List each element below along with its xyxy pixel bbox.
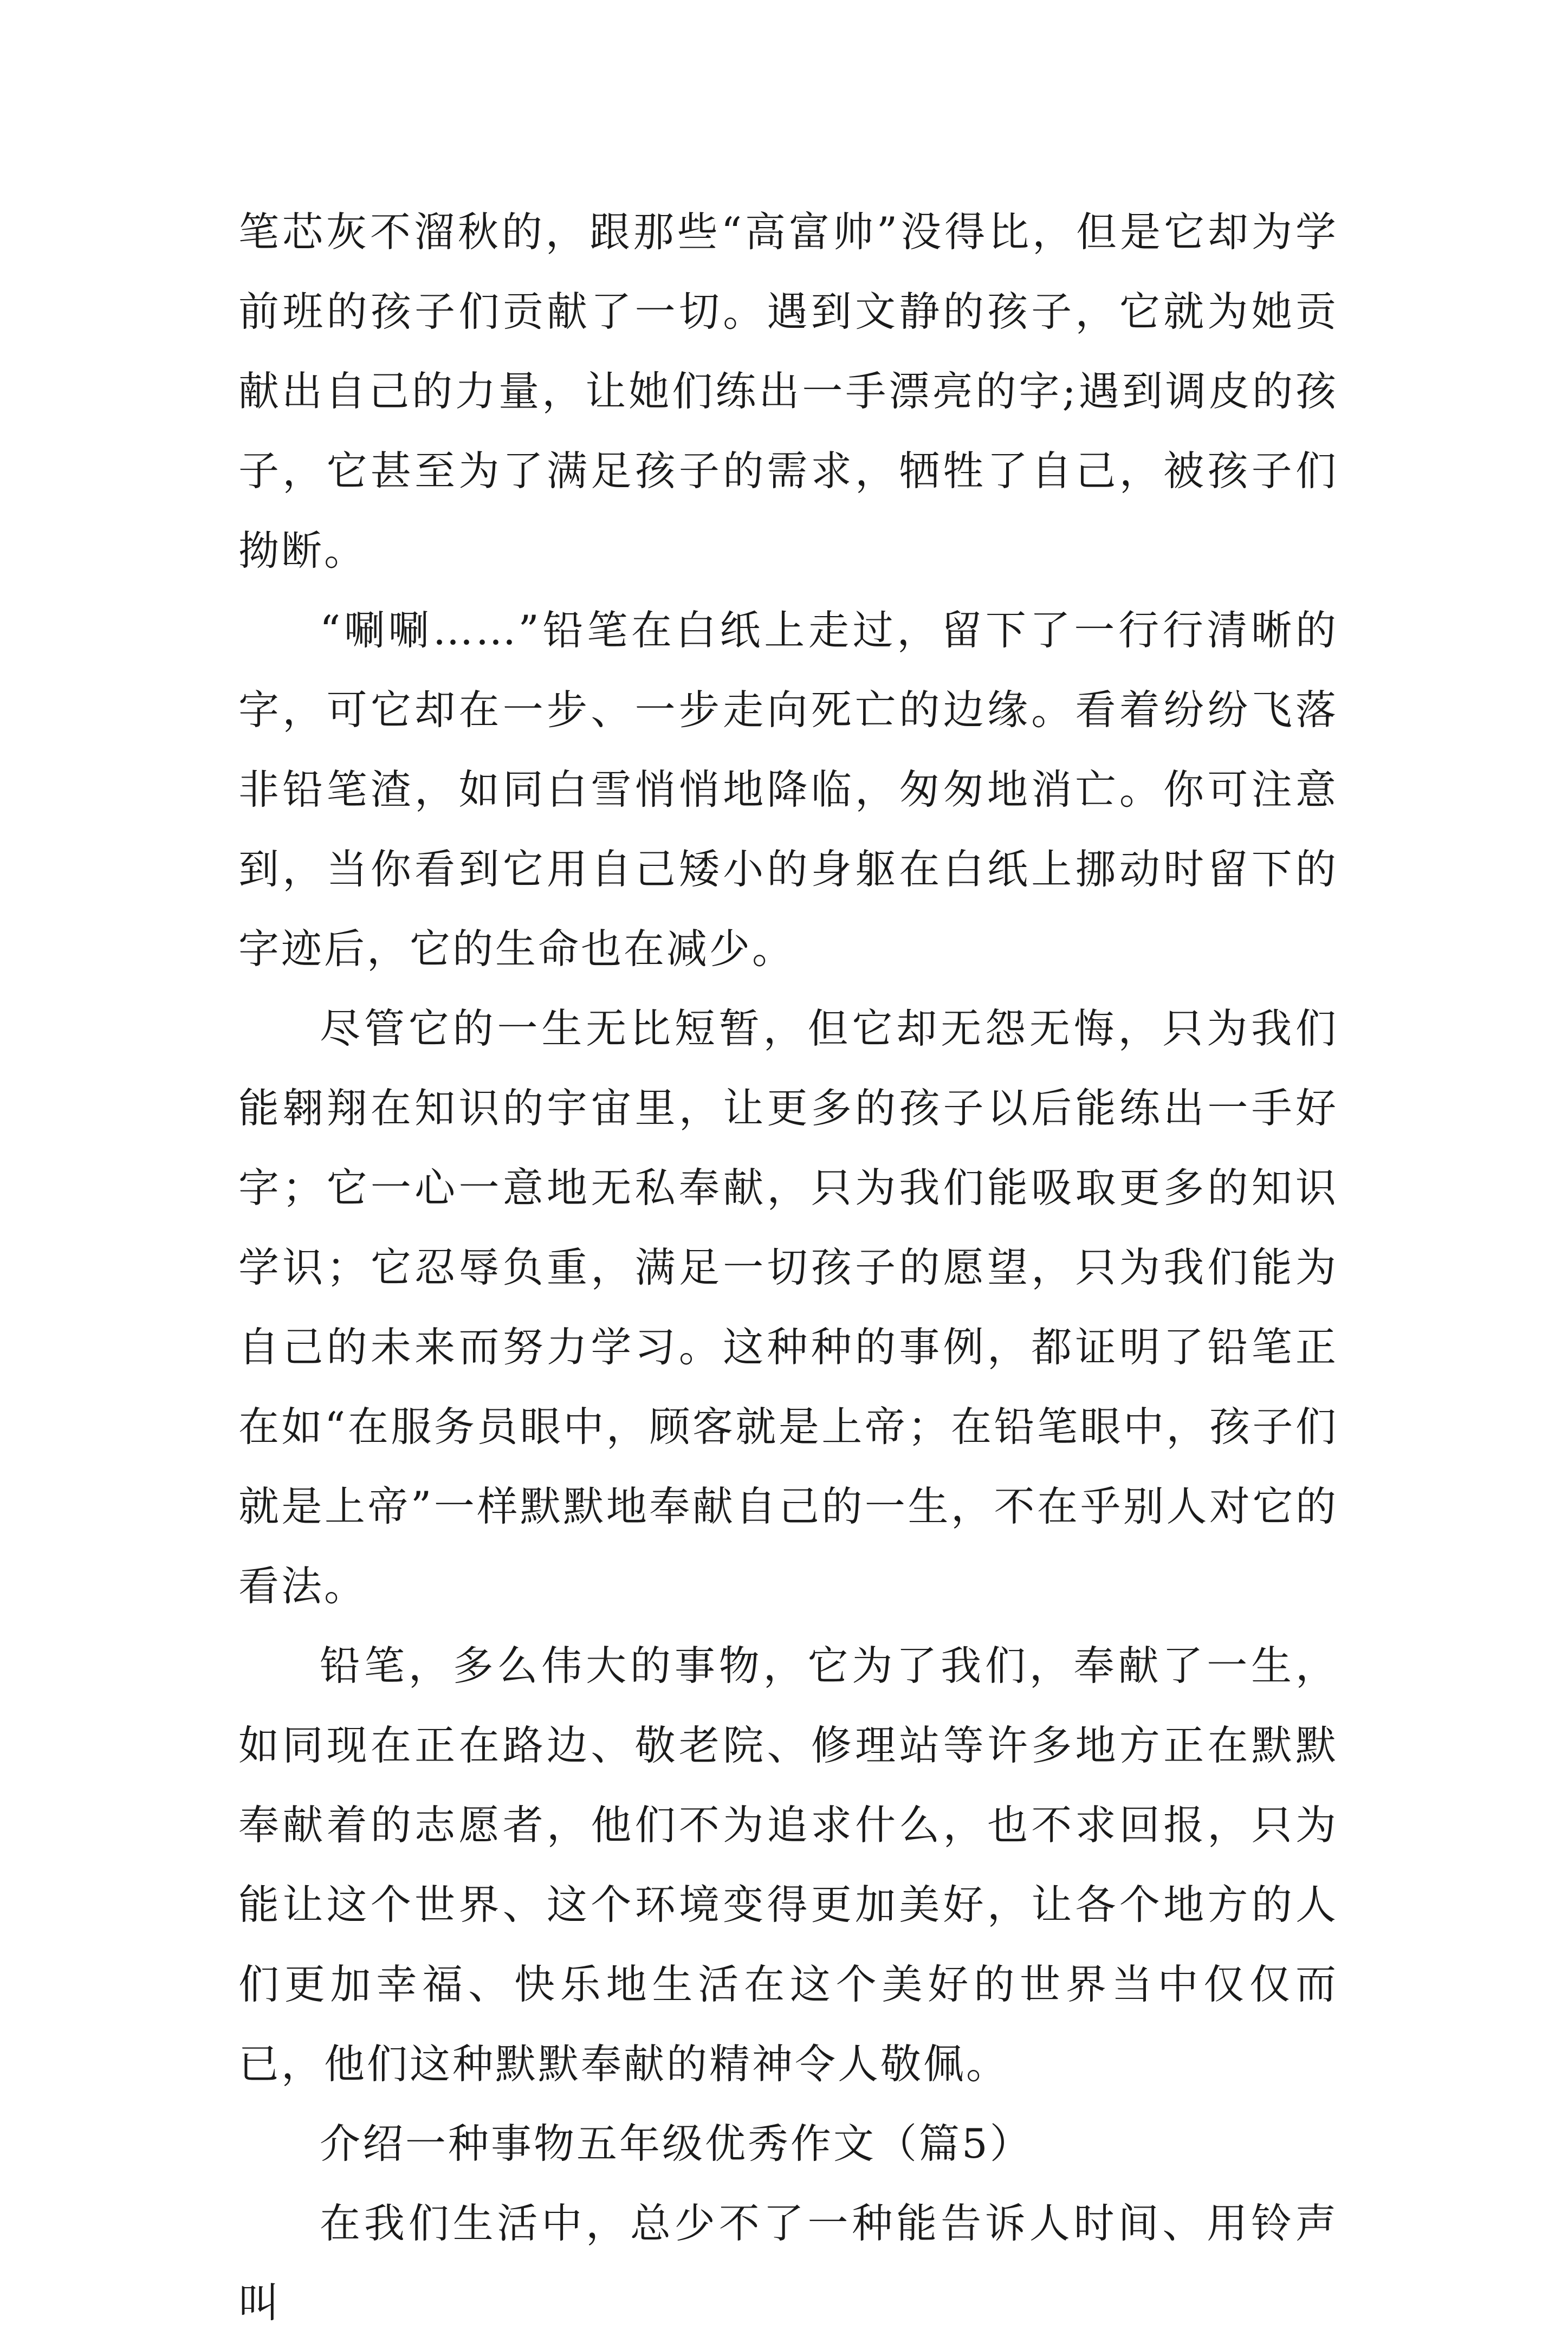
document-body [238,192,1338,2343]
paragraph-pencil-writing: “唰唰……”铅笔在白纸上走过，留下了一行行清晰的字，可它却在一步、一步走向死亡的边缘。看着纷纷飞落非铅笔渣，如同白雪悄悄地降临，匆匆地消亡。你可注意到，当你看到它用自己矮小的身躯在白纸上挪动时留下的字迹后，它的生命也在减少。 [238,606,1338,973]
paragraph-next-essay-start: 在我们生活中，总少不了一种能告诉人时间、用铃声叫 [238,2199,1338,2327]
essay-section-title: 介绍一种事物五年级优秀作文（篇5） [320,2120,1033,2167]
paragraph-pencil-intro: 笔芯灰不溜秋的，跟那些“高富帅”没得比，但是它却为学前班的孩子们贡献了一切。遇到文静的孩子，它就为她贡献出自己的力量，让她们练出一手漂亮的字;遇到调皮的孩子，它甚至为了满足孩子的需求，牺牲了自己，被孩子们拗断。 [238,208,1338,574]
paragraph-pencil-greatness: 铅笔，多么伟大的事物，它为了我们，奉献了一生，如同现在正在路边、敬老院、修理站等许多地方正在默默奉献着的志愿者，他们不为追求什么，也不求回报，只为能让这个世界、这个环境变得更加美好，让各个地方的人们更加幸福、快乐地生活在这个美好的世界当中仅仅而已，他们这种默默奉献的精神令人敬佩。 [238,1642,1338,2088]
paragraph-pencil-devotion: 尽管它的一生无比短暂，但它却无怨无悔，只为我们能翱翔在知识的宇宙里，让更多的孩子以后能练出一手好字；它一心一意地无私奉献，只为我们能吸取更多的知识学识；它忍辱负重，满足一切孩子的愿望，只为我们能为自己的未来而努力学习。这种种的事例，都证明了铅笔正在如“在服务员眼中，顾客就是上帝；在铅笔眼中，孩子们就是上帝”一样默默地奉献自己的一生，不在乎别人对它的看法。 [238,1005,1338,1610]
